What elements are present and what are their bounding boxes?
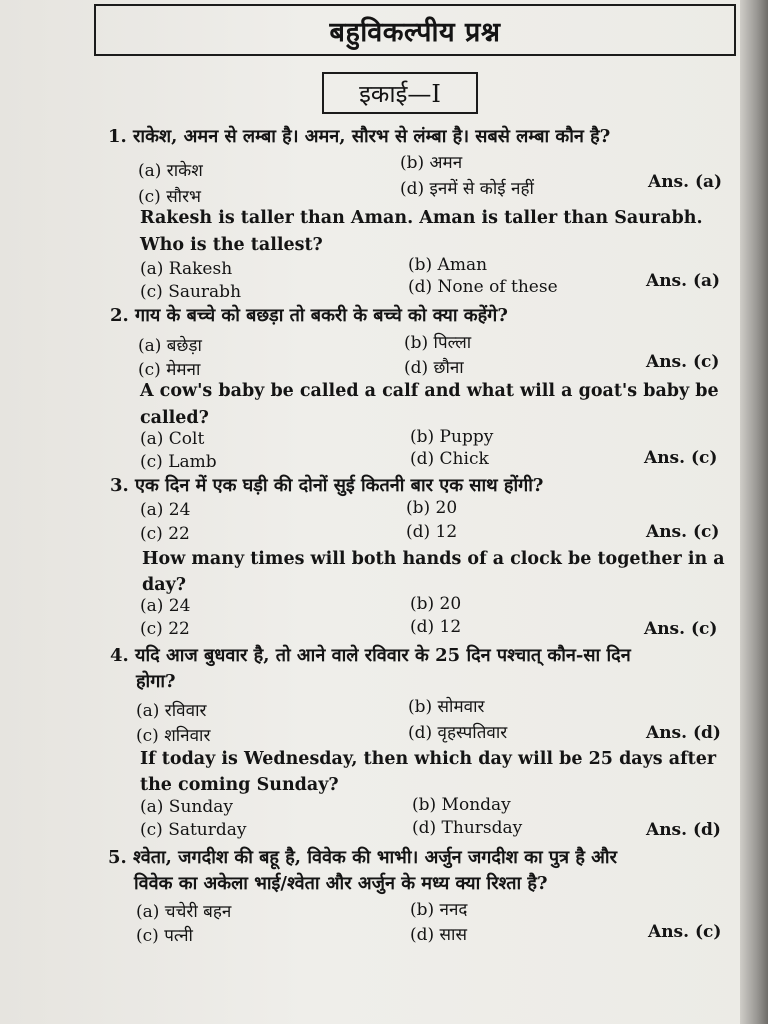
q1-hi-option-c: (c) सौरभ (138, 187, 201, 207)
question-5-hindi-line-1: 5. श्वेता, जगदीश की बहू है, विवेक की भाभी। अर्जुन जगदीश का पुत्र है और (108, 847, 617, 868)
q5-hi-option-c: (c) पत्नी (136, 926, 193, 946)
q1-en-option-d: (d) None of these (408, 277, 558, 297)
q3-en-option-d: (d) 12 (410, 617, 462, 637)
q3-en-option-c: (c) 22 (140, 619, 190, 639)
q2-hi-option-b: (b) पिल्ला (404, 333, 472, 353)
question-1-english-line-2: Who is the tallest? (140, 235, 323, 255)
q2-en-option-a: (a) Colt (140, 429, 205, 449)
section-title-box (94, 4, 736, 56)
q4-en-option-b: (b) Monday (412, 795, 511, 815)
q1-hi-option-d: (d) इनमें से कोई नहीं (400, 179, 534, 199)
q4-hi-answer: Ans. (d) (646, 723, 721, 743)
q5-hi-answer: Ans. (c) (648, 922, 722, 942)
q2-en-option-c: (c) Lamb (140, 452, 217, 472)
question-2-english-line-2: called? (140, 408, 209, 428)
unit-heading-box (322, 72, 478, 114)
q3-en-option-a: (a) 24 (140, 596, 191, 616)
q4-en-option-c: (c) Saturday (140, 820, 247, 840)
q4-hi-option-a: (a) रविवार (136, 701, 207, 721)
q3-hi-option-a: (a) 24 (140, 500, 191, 520)
q3-hi-option-c: (c) 22 (140, 524, 190, 544)
q4-en-answer: Ans. (d) (646, 820, 721, 840)
q2-en-answer: Ans. (c) (644, 448, 718, 468)
q4-hi-option-d: (d) वृहस्पतिवार (408, 723, 508, 743)
question-4-english-line-2: the coming Sunday? (140, 775, 339, 795)
q4-en-option-d: (d) Thursday (412, 818, 523, 838)
q2-hi-option-a: (a) बछेड़ा (138, 336, 202, 356)
q1-hi-answer: Ans. (a) (648, 172, 723, 192)
question-5-hindi-line-2: विवेक का अकेला भाई/श्वेता और अर्जुन के मध्य क्या रिश्ता है? (134, 873, 548, 894)
question-1-hindi: 1. राकेश, अमन से लम्बा है। अमन, सौरभ से लंम्बा है। सबसे लम्बा कौन है? (108, 126, 611, 147)
question-1-english-line-1: Rakesh is taller than Aman. Aman is taller than Saurabh. (140, 208, 703, 228)
q1-en-option-b: (b) Aman (408, 255, 488, 275)
question-3-hindi: 3. एक दिन में एक घड़ी की दोनों सुई कितनी बार एक साथ होंगी? (110, 475, 544, 496)
section-title: बहुविकल्पीय प्रश्न (329, 16, 501, 48)
question-3-english-line-1: How many times will both hands of a clock be together in a (142, 549, 725, 569)
q2-hi-answer: Ans. (c) (646, 352, 720, 372)
q1-hi-option-b: (b) अमन (400, 153, 463, 173)
q3-hi-answer: Ans. (c) (646, 522, 720, 542)
q2-en-option-d: (d) Chick (410, 449, 489, 469)
question-2-english-line-1: A cow's baby be called a calf and what will a goat's baby be (140, 381, 719, 401)
q2-en-option-b: (b) Puppy (410, 427, 494, 447)
q4-en-option-a: (a) Sunday (140, 797, 233, 817)
q2-hi-option-c: (c) मेमना (138, 360, 201, 380)
q5-hi-option-a: (a) चचेरी बहन (136, 902, 232, 922)
question-4-english-line-1: If today is Wednesday, then which day will be 25 days after (140, 749, 717, 769)
q1-en-option-a: (a) Rakesh (140, 259, 233, 279)
q1-en-answer: Ans. (a) (646, 271, 721, 291)
question-4-hindi-line-1: 4. यदि आज बुधवार है, तो आने वाले रविवार के 25 दिन पश्चात् कौन-सा दिन (110, 645, 631, 666)
q4-hi-option-b: (b) सोमवार (408, 697, 485, 717)
q2-hi-option-d: (d) छौना (404, 358, 464, 378)
q1-hi-option-a: (a) राकेश (138, 161, 203, 181)
q3-hi-option-b: (b) 20 (406, 498, 458, 518)
question-3-english-line-2: day? (142, 575, 186, 595)
q5-hi-option-b: (b) ननद (410, 900, 468, 920)
q1-en-option-c: (c) Saurabh (140, 282, 242, 302)
q5-hi-option-d: (d) सास (410, 925, 467, 945)
question-2-hindi: 2. गाय के बच्चे को बछड़ा तो बकरी के बच्चे को क्या कहेंगे? (110, 305, 508, 326)
q4-hi-option-c: (c) शनिवार (136, 726, 211, 746)
q3-en-answer: Ans. (c) (644, 619, 718, 639)
book-spine-shadow (740, 0, 768, 1024)
question-4-hindi-line-2: होगा? (136, 671, 176, 692)
unit-heading: इकाई—I (359, 79, 441, 108)
q3-en-option-b: (b) 20 (410, 594, 462, 614)
q3-hi-option-d: (d) 12 (406, 522, 458, 542)
